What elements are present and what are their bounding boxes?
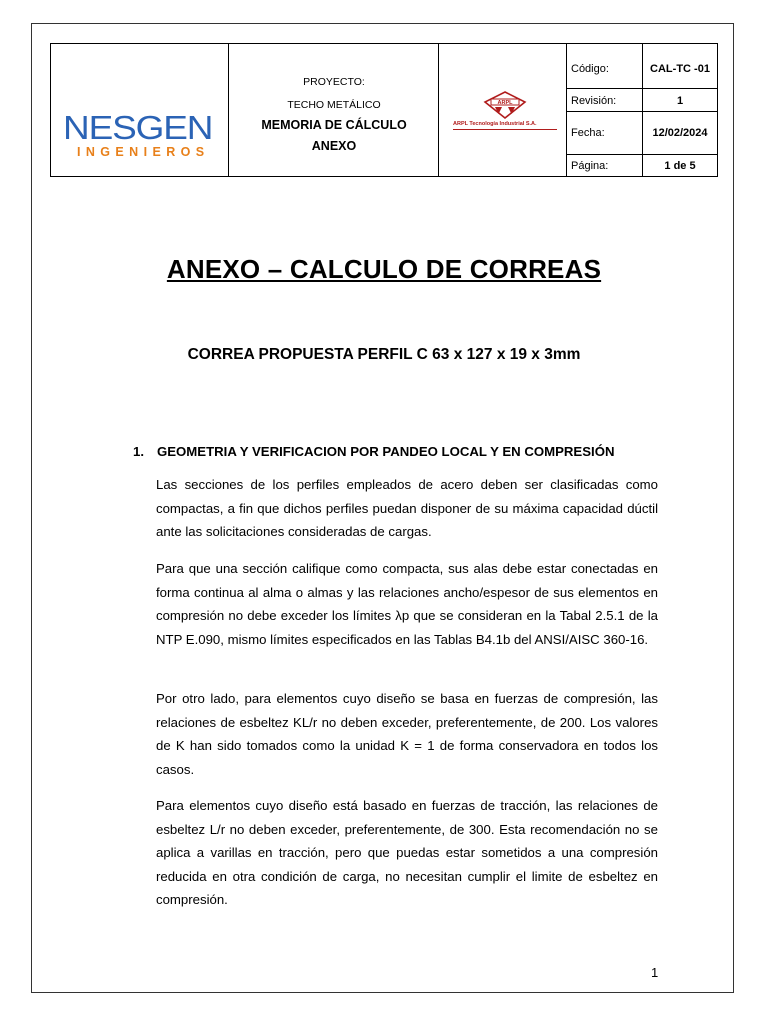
arpl-mark-icon: [449, 90, 561, 122]
header-divider: [566, 88, 717, 89]
paragraph: Para que una sección califique como compacta, sus alas debe estar conectadas en forma continua al alma o almas y las relaciones ancho/espesor de sus elementos en compresión no debe exceder los límites λp que se consideran en la Tabal 2.5.1 de la NTP E.090, mismo límites especificados en las Tablas B4.1b del ANSI/AISC 360-16.: [156, 561, 658, 647]
revision-label: Revisión:: [571, 95, 617, 107]
nesgen-logo-word: NESGEN: [63, 109, 213, 146]
arpl-underline: [453, 129, 557, 130]
fecha-value: 12/02/2024: [652, 127, 708, 139]
document-header: [50, 43, 718, 177]
document-title: ANEXO – CALCULO DE CORREAS: [166, 254, 602, 284]
header-divider: [566, 154, 717, 155]
nesgen-logo-sub: INGENIEROS: [77, 145, 210, 159]
section-heading: [133, 444, 614, 459]
paragraph: Por otro lado, para elementos cuyo diseño se basa en fuerzas de compresión, las relaciones de esbeltez KL/r no deben exceder, preferentemente, de 200. Los valores de K han sido tomados como la unidad K = 1 de forma conservadora en todos los casos.: [156, 691, 658, 777]
doc-title-line-1: MEMORIA DE CÁLCULO: [261, 118, 407, 132]
arpl-logo: [449, 90, 561, 134]
section-number: 1.: [133, 444, 144, 459]
paragraph: Para elementos cuyo diseño está basado en fuerzas de tracción, las relaciones de esbeltez L/r no deben exceder, preferentemente, de 300. Esta recomendación no se aplica a varillas en tracción, pero que puedas estar sometidos a una compresión reducida en otra condición de carga, no necesitan cumplir el limite de esbeltez en compresión.: [156, 798, 658, 907]
pagina-value: 1 de 5: [664, 160, 696, 172]
document-subtitle: CORREA PROPUESTA PERFIL C 63 x 127 x 19 x 3mm: [187, 346, 581, 363]
header-divider: [566, 44, 567, 176]
page-number: 1: [651, 965, 659, 980]
revision-value: 1: [676, 95, 684, 107]
codigo-value: CAL-TC -01: [650, 63, 710, 75]
project-name: TECHO METÁLICO: [287, 99, 381, 111]
codigo-label: Código:: [571, 63, 609, 75]
header-divider: [566, 111, 717, 112]
arpl-mark-text: ARPL: [497, 100, 513, 106]
fecha-label: Fecha:: [571, 127, 605, 139]
arpl-tagline: ARPL Tecnología Industrial S.A.: [453, 121, 537, 127]
nesgen-logo: [59, 109, 223, 162]
section-title: GEOMETRIA Y VERIFICACION POR PANDEO LOCAL Y EN COMPRESIÓN: [157, 444, 615, 459]
paragraph: Las secciones de los perfiles empleados de acero deben ser clasificadas como compactas, a fin que dichos perfiles puedan disponer de su máxima capacidad dúctil ante las solicitaciones consideradas de cargas.: [156, 477, 658, 539]
doc-title-line-2: ANEXO: [311, 139, 357, 153]
project-label: PROYECTO:: [303, 76, 365, 88]
pagina-label: Página:: [571, 160, 609, 172]
